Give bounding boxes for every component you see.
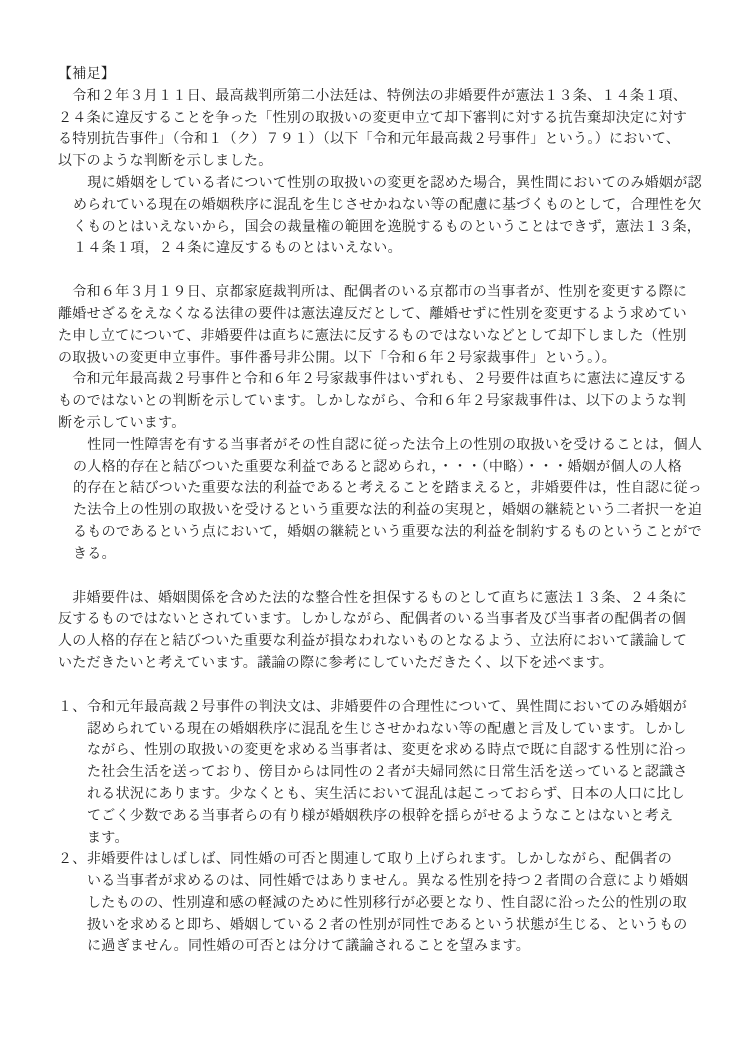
text-line: 現に婚姻をしている者について性別の取扱いの変更を認めた場合，異性間においてのみ婚姻が認	[73, 175, 702, 191]
text-line: １４条１項，２４条に違反するものとはいえない。	[73, 241, 402, 257]
text-line: 令和元年最高裁２号事件の判決文は、非婚要件の合理性について、異性間においてのみ婚姻が	[87, 699, 688, 715]
document-heading: 【補足】	[58, 67, 116, 82]
text-line: るものであるという点において，婚姻の継続という重要な法的利益を制約するものということがで	[73, 524, 702, 540]
blank-line	[58, 566, 672, 588]
text-line: 令和６年３月１９日、京都家庭裁判所は、配偶者のいる京都市の当事者が、性別を変更する際に	[58, 285, 688, 301]
list-item-marker: ２、	[58, 852, 87, 868]
text-line: れる状況にあります。少なくとも、実生活において混乱は起こっておらず、日本の人口に比し	[87, 786, 686, 802]
text-line: 的存在と結びついた重要な法的利益であると考えることを踏まえると，非婚要件は，性自認に従っ	[73, 481, 703, 497]
text-line: 反するものではないとされています。しかしながら、配偶者のいる当事者及び当事者の配偶者の個	[58, 612, 687, 628]
text-line: きる。	[73, 546, 116, 562]
text-line: る特別抗告事件」（令和１（ク）７９１）（以下「令和元年最高裁２号事件」という。）において、	[58, 132, 681, 148]
body-paragraph	[58, 369, 688, 434]
text-line: められている現在の婚姻秩序に混乱を生じさせかねない等の配慮に基づくものとして，合理性を欠	[73, 197, 702, 213]
text-line: の取扱いの変更申立事件。事件番号非公開。以下「令和６年２号家裁事件」という。）。	[58, 350, 616, 366]
numbered-item	[58, 849, 689, 958]
text-line: に過ぎません。同性婚の可否とは分けて議論されることを望みます。	[87, 939, 531, 955]
text-line: ２４条に違反することを争った「性別の取扱いの変更申立て却下審判に対する抗告棄却決定に対す	[58, 110, 688, 126]
body-paragraph	[58, 588, 688, 675]
text-line: の人格的存在と結びついた重要な利益であると認められ，・・・（中略）・・・婚姻が個人の人格	[73, 459, 683, 475]
text-line: 令和元年最高裁２号事件と令和６年２号家裁事件はいずれも、２号要件は直ちに憲法に違反する	[58, 372, 688, 388]
text-line: 離婚せざるをえなくなる法律の要件は憲法違反だとして、離婚せずに性別を変更するよう求めてい	[58, 306, 687, 322]
text-line: 人の人格的存在と結びついた重要な利益が損なわれないものとなるよう、立法府において議論して	[58, 634, 688, 650]
text-line: 非婚要件は、婚姻関係を含めた法的な整合性を担保するものとして直ちに憲法１３条、２４条に	[58, 590, 688, 606]
text-line: 以下のような判断を示しました。	[58, 154, 273, 170]
document-body	[58, 86, 703, 958]
text-line: た法令上の性別の取扱いを受けるという重要な法的利益の実現と，婚姻の継続という二者択一を迫	[73, 503, 703, 519]
list-item-marker: １、	[58, 699, 87, 715]
text-line: た社会生活を送っており、傍目からは同性の２者が夫婦同然に日常生活を送っていると認識さ	[87, 765, 688, 781]
text-line: 性同一性障害を有する当事者がその性自認に従った法令上の性別の取扱いを受けることは，個人	[73, 437, 703, 453]
body-paragraph	[58, 86, 688, 173]
numbered-item	[58, 697, 688, 850]
text-line: てごく少数である当事者らの有り様が婚姻秩序の根幹を揺らがせるようなことはないと考え	[87, 808, 674, 824]
blank-line	[58, 675, 672, 697]
text-line: た申し立てについて、非婚要件は直ちに憲法に反するものではないなどとして却下しました（性別	[58, 328, 687, 344]
indented-quote-block	[73, 173, 702, 260]
text-line: いただきたいと考えています。議論の際に参考にしていただきたく、以下を述べます。	[58, 655, 614, 671]
text-line: ます。	[87, 830, 129, 846]
body-paragraph	[58, 282, 688, 369]
text-line: いる当事者が求めるのは、同性婚ではありません。異なる性別を持つ２者間の合意により婚姻	[87, 874, 689, 890]
text-line: 断を示しています。	[58, 415, 186, 431]
text-line: くものとはいえないから，国会の裁量権の範囲を逸脱するものということはできず，憲法１３条，	[73, 219, 702, 235]
text-line: したものの、性別違和感の軽減のために性別移行が必要となり、性自認に沿った公的性別の取	[87, 895, 688, 911]
text-line: ながら、性別の取扱いの変更を求める当事者は、変更を求める時点で既に自認する性別に沿っ	[87, 743, 688, 759]
indented-quote-block	[73, 435, 703, 566]
document-content	[58, 64, 703, 958]
text-line: 非婚要件はしばしば、同性婚の可否と関連して取り上げられます。しかしながら、配偶者の	[87, 852, 673, 868]
text-line: 令和２年３月１１日、最高裁判所第二小法廷は、特例法の非婚要件が憲法１３条、１４条１項、	[58, 88, 688, 104]
text-line: ものではないとの判断を示しています。しかしながら、令和６年２号家裁事件は、以下のような判	[58, 394, 687, 410]
blank-line	[58, 260, 672, 282]
text-line: 扱いを求めると即ち、婚姻している２者の性別が同性であるという状態が生じる、というもの	[87, 917, 688, 933]
text-line: 認められている現在の婚姻秩序に混乱を生じさせかねない等の配慮と言及しています。しかし	[87, 721, 687, 737]
